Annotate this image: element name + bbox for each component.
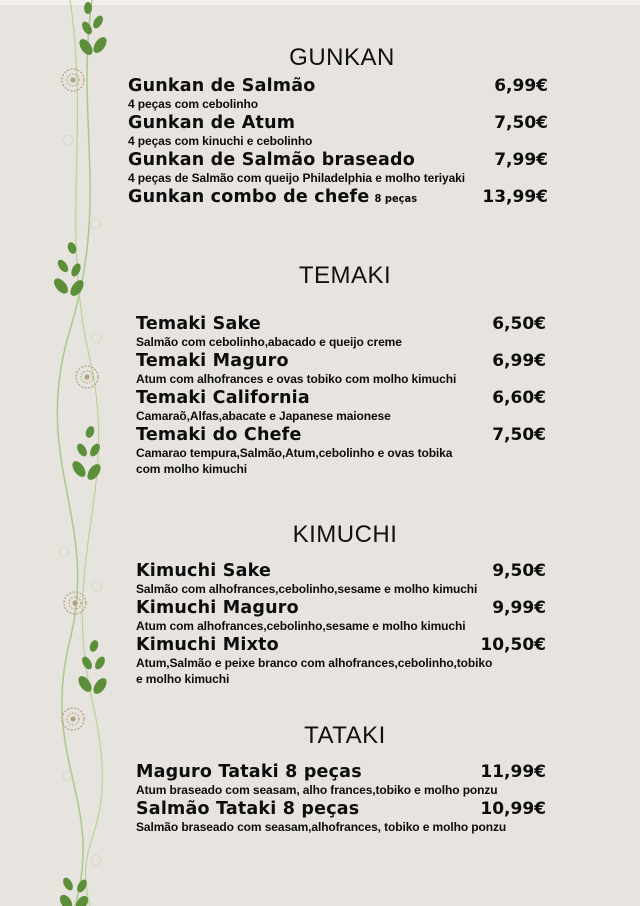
item-price: 10,99€ — [480, 799, 546, 819]
section-title: TATAKI — [304, 722, 386, 749]
item-price: 13,99€ — [482, 187, 548, 207]
item-name: Temaki Sake — [136, 314, 261, 334]
menu-item — [128, 150, 548, 186]
section-title: TEMAKI — [298, 262, 392, 289]
section-temaki — [136, 262, 546, 477]
item-price: 7,50€ — [494, 113, 548, 133]
item-name: Gunkan de Atum — [128, 113, 296, 133]
item-description: Salmão com cebolinho,abacado e queijo creme — [136, 335, 402, 349]
item-description: Camaraõ,Alfas,abacate e Japanese maionese — [136, 409, 391, 423]
item-description: 4 peças com kinuchi e cebolinho — [128, 134, 313, 148]
item-name: Gunkan combo de chefe — [128, 187, 370, 207]
item-name: Kimuchi Maguro — [136, 598, 299, 618]
item-description: Atum com alhofrances,cebolinho,sesame e molho kimuchi — [136, 619, 466, 633]
section-tataki — [136, 722, 546, 835]
item-price: 11,99€ — [480, 762, 546, 782]
vine-decoration — [30, 0, 130, 906]
section-kimuchi — [136, 521, 546, 687]
item-price: 6,99€ — [492, 351, 546, 371]
menu-item — [136, 388, 546, 424]
item-description: Salmão braseado com seasam,alhofrances, tobiko e molho ponzu — [136, 820, 507, 834]
item-name: Maguro Tataki 8 peças — [136, 762, 362, 782]
section-gunkan — [128, 44, 548, 207]
menu-item — [136, 799, 546, 835]
menu-item — [136, 561, 546, 597]
menu-item — [128, 76, 548, 112]
item-name: Temaki California — [136, 388, 310, 408]
item-price: 6,50€ — [492, 314, 546, 334]
item-description: Atum braseado com seasam, alho frances,tobiko e molho ponzu — [136, 783, 498, 797]
section-title: KIMUCHI — [292, 521, 398, 548]
item-price: 9,99€ — [492, 598, 546, 618]
section-title: GUNKAN — [289, 44, 395, 71]
leaf-cluster-icon — [77, 2, 110, 57]
item-price: 7,99€ — [494, 150, 548, 170]
item-name: Temaki Maguro — [136, 351, 289, 371]
item-description: Camarao tempura,Salmão,Atum,cebolinho e ovas tobika com molho kimuchi — [136, 446, 453, 476]
flower-icon — [62, 69, 84, 91]
item-price: 10,50€ — [480, 635, 546, 655]
item-name: Gunkan de Salmão braseado — [128, 150, 415, 170]
item-description: Salmão com alhofrances,cebolinho,sesame e molho kimuchi — [136, 582, 478, 596]
item-name: Kimuchi Mixto — [136, 635, 279, 655]
menu-item — [136, 762, 546, 798]
menu-item — [128, 113, 548, 149]
item-description: 4 peças com cebolinho — [128, 97, 258, 111]
item-price: 6,60€ — [492, 388, 546, 408]
menu-item — [136, 425, 546, 477]
item-description: Atum com alhofrances e ovas tobiko com molho kimuchi — [136, 372, 457, 386]
menu-item — [136, 314, 546, 350]
menu-item — [136, 635, 546, 687]
menu-item — [128, 187, 548, 207]
item-name: Salmão Tataki 8 peças — [136, 799, 360, 819]
item-name: Gunkan de Salmão — [128, 76, 316, 96]
item-price: 9,50€ — [492, 561, 546, 581]
item-note: 8 peças — [374, 192, 418, 205]
menu-item — [136, 598, 546, 634]
menu-item — [136, 351, 546, 387]
item-name: Kimuchi Sake — [136, 561, 272, 581]
item-name: Temaki do Chefe — [136, 425, 302, 445]
item-description: 4 peças de Salmão com queijo Philadelphia e molho teriyaki — [128, 171, 465, 185]
item-price: 7,50€ — [492, 425, 546, 445]
item-description: Atum,Salmão e peixe branco com alhofrances,cebolinho,tobiko e molho kimuchi — [136, 656, 493, 686]
item-price: 6,99€ — [494, 76, 548, 96]
